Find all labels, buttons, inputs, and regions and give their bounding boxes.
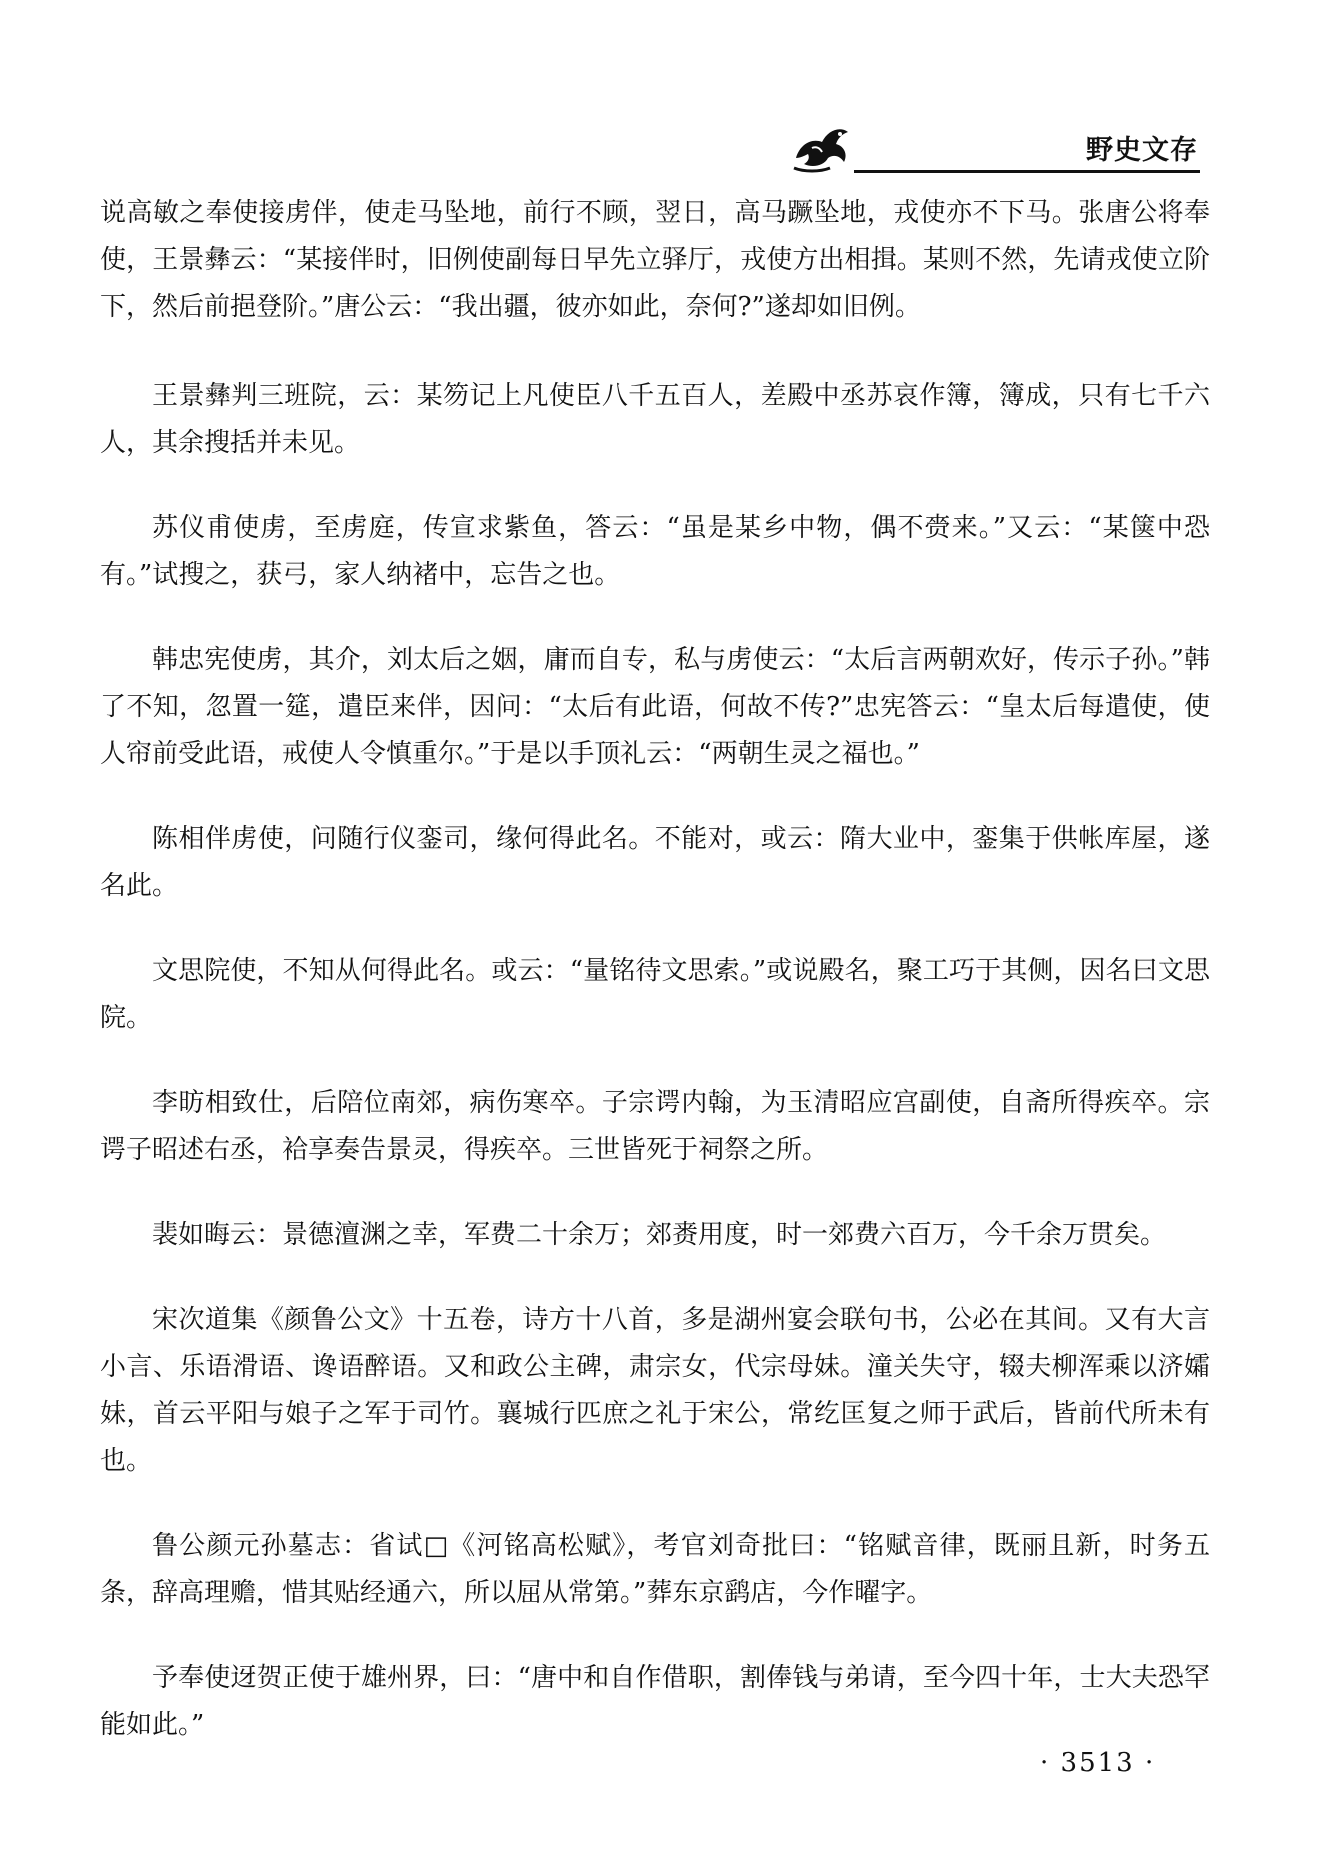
paragraph: 苏仪甫使虏，至虏庭，传宣求紫鱼，答云：“虽是某乡中物，偶不赍来。”又云：“某箧中恐有。”试搜之，获弓，家人纳褚中，忘告之也。 bbox=[100, 513, 1210, 590]
dragon-emblem-icon bbox=[790, 118, 854, 174]
paragraph: 说高敏之奉使接虏伴，使走马坠地，前行不顾，翌日，高马蹶坠地，戎使亦不下马。张唐公将奉使，王景彝云：“某接伴时，旧例使副每日早先立驿厅，戎使方出相揖。某则不然，先请戎使立阶下，然后前挹登阶。”唐公云：“我出疆，彼亦如此，奈何?”遂却如旧例。 bbox=[100, 198, 1210, 322]
paragraph: 韩忠宪使虏，其介，刘太后之姻，庸而自专，私与虏使云：“太后言两朝欢好，传示子孙。”韩了不知，忽置一筵，遣臣来伴，因问：“太后有此语，何故不传?”忠宪答云：“皇太后每遣使，使人帘前受此语，戒使人令慎重尔。”于是以手顶礼云：“两朝生灵之福也。” bbox=[100, 645, 1210, 769]
paragraph: 文思院使，不知从何得此名。或云：“量铭待文思索。”或说殿名，聚工巧于其侧，因名曰文思院。 bbox=[100, 956, 1210, 1033]
page-body bbox=[100, 190, 1210, 1787]
paragraph: 王景彝判三班院，云：某笏记上凡使臣八千五百人，差殿中丞苏哀作簿，簿成，只有七千六人，其余搜括并未见。 bbox=[100, 381, 1210, 458]
running-header bbox=[790, 118, 1210, 174]
paragraph: 李昉相致仕，后陪位南郊，病伤寒卒。子宗谔内翰，为玉清昭应宫副使，自斋所得疾卒。宗谔子昭述右丞，袷享奏告景灵，得疾卒。三世皆死于祠祭之所。 bbox=[100, 1088, 1210, 1165]
paragraph: 陈相伴虏使，问随行仪銮司，缘何得此名。不能对，或云：隋大业中，銮集于供帐库屋，遂名此。 bbox=[100, 824, 1210, 901]
paragraph: 予奉使迓贺正使于雄州界，曰：“唐中和自作借职，割俸钱与弟请，至今四十年，士大夫恐罕能如此。” bbox=[100, 1663, 1210, 1740]
header-rule bbox=[854, 170, 1200, 173]
book-title: 野史文存 bbox=[1086, 135, 1198, 166]
paragraph: 宋次道集《颜鲁公文》十五卷，诗方十八首，多是湖州宴会联句书，公必在其间。又有大言小言、乐语滑语、谗语醉语。又和政公主碑，肃宗女，代宗母妹。潼关失守，辍夫柳浑乘以济孀妹，首云平阳与娘子之军于司竹。襄城行匹庶之礼于宋公，常纥匡复之师于武后，皆前代所未有也。 bbox=[100, 1305, 1210, 1476]
paragraph: 裴如晦云：景德澶渊之幸，军费二十余万；郊赉用度，时一郊费六百万，今千余万贯矣。 bbox=[152, 1220, 1167, 1250]
paragraph: 鲁公颜元孙墓志：省试□《河铭高松赋》，考官刘奇批曰：“铭赋音律，既丽且新，时务五条，辞高理赡，惜其贴经通六，所以屈从常第。”葬东京鹞店，今作曜字。 bbox=[100, 1531, 1210, 1608]
page-number: · 3513 · bbox=[1040, 1748, 1156, 1778]
